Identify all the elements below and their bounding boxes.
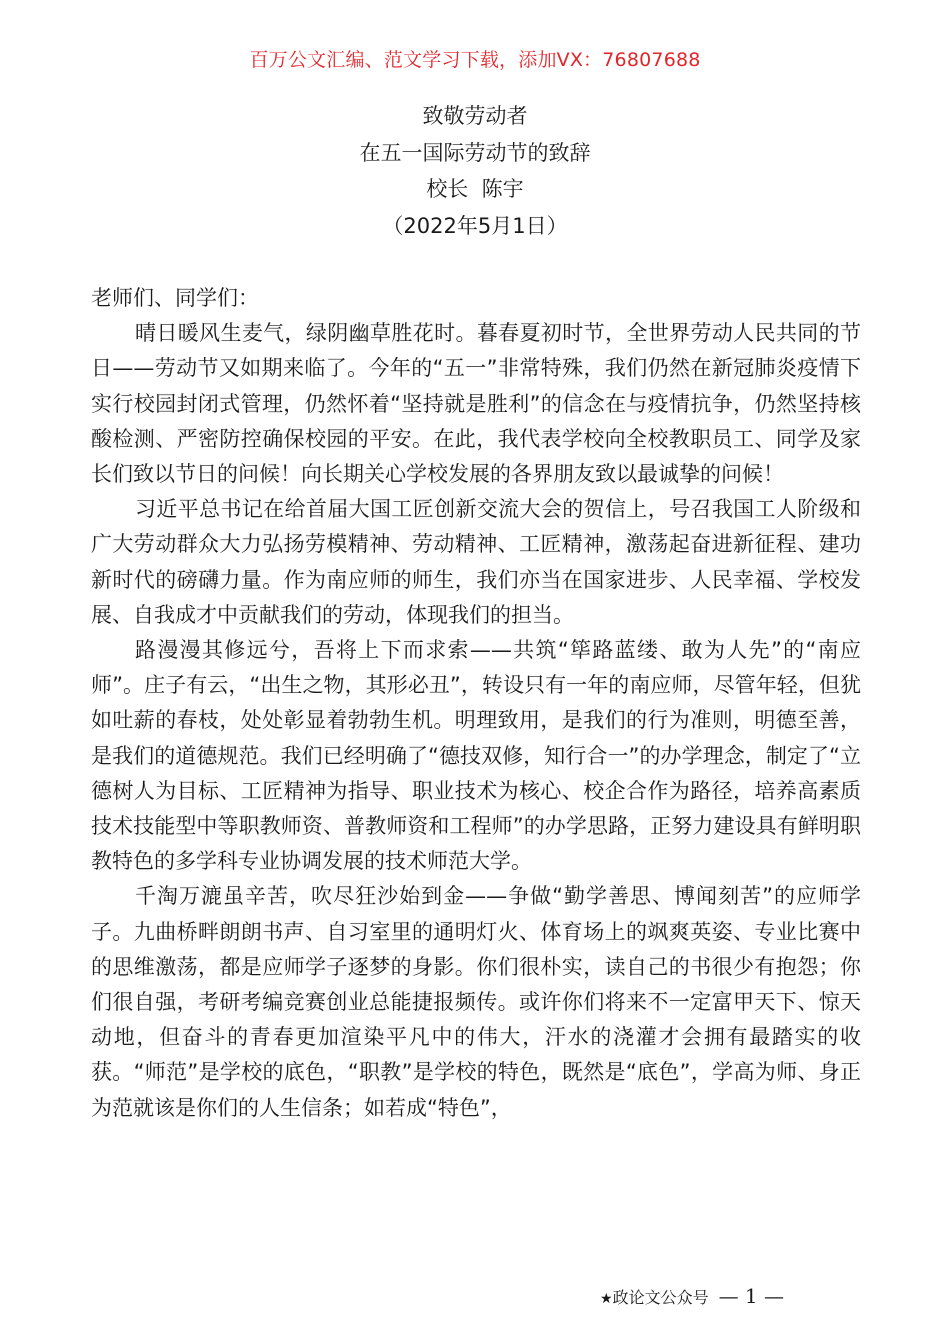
speaker-line: 校长 陈宇 xyxy=(426,177,524,201)
star-icon: ★ xyxy=(600,1291,613,1307)
document-title-block xyxy=(0,98,950,244)
salutation: 老师们、同学们： xyxy=(91,286,259,310)
page-number: — 1 — xyxy=(718,1284,785,1308)
watermark-header: 百万公文汇编、范文学习下载，添加VX：76807688 xyxy=(249,49,701,71)
body-paragraph: 路漫漫其修远兮，吾将上下而求索——共筑“筚路蓝缕、敢为人先”的“南应师”。庄子有云，“出生之物，其形必丑”，转设只有一年的南应师，尽管年轻，但犹如吐薪的春枝，处处彰显着勃勃生机。明理致用，是我们的行为准则，明德至善，是我们的道德规范。我们已经明确了“德技双修，知行合一”的办学理念，制定了“立德树人为目标、工匠精神为指导、职业技术为核心、校企合作为路径，培养高素质技术技能型中等职教师资、普教师资和工程师”的办学思路，正努力建设具有鲜明职教特色的多学科专业协调发展的技术师范大学。 xyxy=(91,638,861,874)
body-paragraph: 千淘万漉虽辛苦，吹尽狂沙始到金——争做“勤学善思、博闻刻苦”的应师学子。九曲桥畔朗朗书声、自习室里的通明灯火、体育场上的飒爽英姿、专业比赛中的思维激荡，都是应师学子逐梦的身影。你们很朴实，读自己的书很少有抱怨；你们很自强，考研考编竞赛创业总能捷报频传。或许你们将来不一定富甲天下、惊天动地，但奋斗的青春更加渲染平凡中的伟大，汗水的浇灌才会拥有最踏实的收获。“师范”是学校的底色，“职教”是学校的特色，既然是“底色”，学高为师、身正为范就该是你们的人生信条；如若成“特色”， xyxy=(91,884,861,1120)
document-subtitle: 在五一国际劳动节的致辞 xyxy=(359,140,591,165)
document-body xyxy=(91,281,861,1126)
page-footer xyxy=(600,1281,900,1314)
speech-date: （2022年5月1日） xyxy=(382,213,568,238)
footer-label: 政论文公众号 xyxy=(612,1288,709,1307)
document-title: 致敬劳动者 xyxy=(422,104,528,128)
body-paragraph: 晴日暖风生麦气，绿阴幽草胜花时。暮春夏初时节，全世界劳动人民共同的节日——劳动节又如期来临了。今年的“五一”非常特殊，我们仍然在新冠肺炎疫情下实行校园封闭式管理，仍然怀着“坚持就是胜利”的信念在与疫情抗争，仍然坚持核酸检测、严密防控确保校园的平安。在此，我代表学校向全校教职员工、同学及家长们致以节日的问候！向长期关心学校发展的各界朋友致以最诚挚的问候！ xyxy=(91,321,861,487)
body-paragraph: 习近平总书记在给首届大国工匠创新交流大会的贺信上，号召我国工人阶级和广大劳动群众大力弘扬劳模精神、劳动精神、工匠精神，激荡起奋进新征程、建功新时代的磅礴力量。作为南应师的师生，我们亦当在国家进步、人民幸福、学校发展、自我成才中贡献我们的劳动，体现我们的担当。 xyxy=(91,497,861,627)
